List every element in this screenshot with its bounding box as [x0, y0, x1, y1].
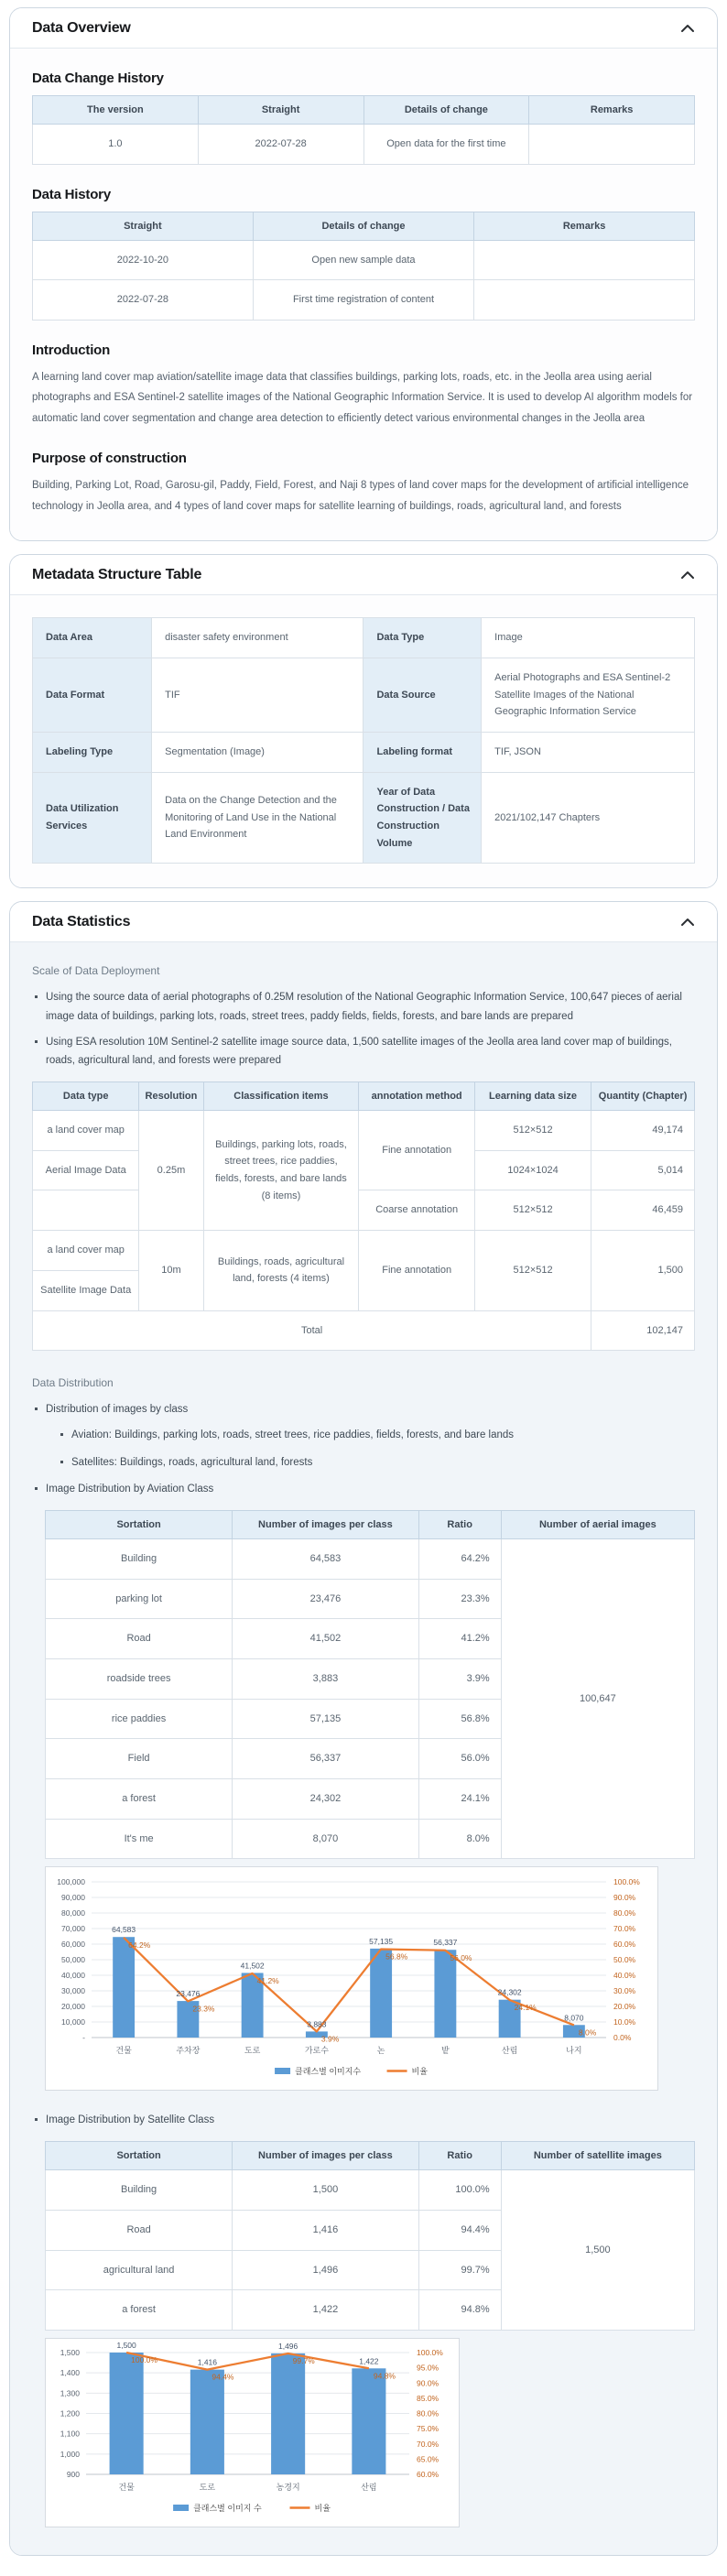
metadata-body	[10, 595, 717, 887]
column-header: Data type	[33, 1082, 139, 1111]
table-header-row	[33, 1082, 695, 1111]
svg-text:70.0%: 70.0%	[613, 1924, 636, 1934]
cell-ratio: 99.7%	[418, 2250, 501, 2290]
cell-class: rice paddies	[46, 1699, 233, 1739]
chevron-up-icon[interactable]	[680, 24, 695, 33]
chevron-up-icon[interactable]	[680, 918, 695, 927]
cell-ratio: 56.8%	[418, 1699, 501, 1739]
meta-label: Data Area	[33, 618, 152, 658]
column-header: Ratio	[418, 2142, 501, 2170]
svg-text:65.0%: 65.0%	[417, 2454, 439, 2464]
meta-value: TIF, JSON	[482, 732, 695, 772]
column-header: Resolution	[139, 1082, 203, 1111]
column-header: Number of images per class	[233, 2142, 418, 2170]
list-item	[32, 1400, 695, 1472]
aviation-chart-box	[45, 1866, 658, 2091]
svg-text:80.0%: 80.0%	[613, 1908, 636, 1918]
svg-text:1,500: 1,500	[60, 2347, 80, 2357]
cell-date: 2022-10-20	[33, 240, 254, 280]
svg-text:10.0%: 10.0%	[613, 2017, 636, 2027]
svg-text:비율: 비율	[411, 2067, 428, 2077]
svg-text:41.2%: 41.2%	[256, 1976, 279, 1986]
svg-text:80.0%: 80.0%	[417, 2408, 439, 2418]
svg-text:94.4%: 94.4%	[212, 2372, 234, 2382]
satellite-bullet-list	[32, 2111, 695, 2130]
cell-ratio: 100.0%	[418, 2170, 501, 2211]
svg-text:94.8%: 94.8%	[373, 2371, 396, 2381]
meta-value: TIF	[152, 658, 364, 732]
svg-text:3.9%: 3.9%	[320, 2034, 340, 2044]
svg-text:50,000: 50,000	[61, 1955, 85, 1965]
cell-ratio: 3.9%	[418, 1659, 501, 1700]
distribution-heading: Data Distribution	[32, 1376, 114, 1390]
cell-ratio: 94.4%	[418, 2210, 501, 2250]
svg-text:99.7%: 99.7%	[292, 2355, 315, 2365]
list-item-label: Distribution of images by class	[46, 1404, 189, 1416]
svg-text:56.0%: 56.0%	[450, 1953, 472, 1963]
cell-annotation: Fine annotation	[359, 1111, 475, 1190]
svg-text:밭: 밭	[441, 2046, 450, 2056]
svg-text:40,000: 40,000	[61, 1971, 85, 1981]
chevron-up-icon[interactable]	[680, 571, 695, 580]
table-header-row	[33, 212, 695, 240]
svg-text:90,000: 90,000	[61, 1893, 85, 1903]
cell-resolution: 10m	[139, 1231, 203, 1310]
cell-ratio: 24.1%	[418, 1779, 501, 1820]
svg-text:100.0%: 100.0%	[131, 2354, 157, 2364]
column-header: Straight	[33, 212, 254, 240]
meta-label: Labeling Type	[33, 732, 152, 772]
cell-class: a forest	[46, 1779, 233, 1820]
column-header: Straight	[198, 96, 364, 125]
metadata-card	[9, 554, 718, 888]
cell-data-type: Satellite Image Data	[33, 1270, 139, 1310]
cell-date: 2022-07-28	[198, 125, 364, 165]
satellite-distribution-chart	[48, 2341, 457, 2520]
cell-quantity: 5,014	[591, 1150, 695, 1190]
meta-label: Data Type	[364, 618, 482, 658]
cell-total-label: Total	[33, 1310, 591, 1351]
scale-heading: Scale of Data Deployment	[32, 964, 160, 978]
svg-text:24.1%: 24.1%	[514, 2003, 537, 2013]
svg-text:64,583: 64,583	[112, 1925, 136, 1935]
cell-details: Open data for the first time	[364, 125, 529, 165]
cell-quantity: 49,174	[591, 1111, 695, 1151]
cell-total-quantity: 102,147	[591, 1310, 695, 1351]
svg-text:나지: 나지	[566, 2046, 582, 2056]
table-total-row	[33, 1310, 695, 1351]
satellite-distribution-table	[45, 2141, 695, 2331]
cell-ratio: 56.0%	[418, 1739, 501, 1779]
svg-text:75.0%: 75.0%	[417, 2424, 439, 2434]
cell-class: Field	[46, 1739, 233, 1779]
meta-label: Year of Data Construction / Data Construction Volume	[364, 772, 482, 864]
svg-text:1,200: 1,200	[60, 2408, 80, 2418]
purpose-text: Building, Parking Lot, Road, Garosu-gil, Paddy, Field, Forest, and Naji 8 types of land cover maps for the development of artificial intelligence technology in Jeolla area, and 4 types of land cover maps for satellite learning of buildings, roads, agricultural land, and forests	[32, 480, 689, 512]
cell-classification: Buildings, parking lots, roads, street trees, rice paddies, fields, forests, and bare lands (8 items)	[203, 1111, 359, 1231]
svg-text:농경지: 농경지	[276, 2482, 300, 2492]
cell-size: 512×512	[474, 1111, 591, 1151]
cell-data-type	[33, 1190, 139, 1231]
table-row	[33, 772, 695, 864]
distribution-bullet-list	[32, 1400, 695, 1499]
svg-text:100.0%: 100.0%	[613, 1877, 640, 1887]
cell-data-type: a land cover map	[33, 1231, 139, 1271]
svg-text:0.0%: 0.0%	[613, 2033, 632, 2043]
column-header: Number of images per class	[233, 1510, 418, 1538]
cell-class: parking lot	[46, 1579, 233, 1619]
svg-text:1,100: 1,100	[60, 2429, 80, 2439]
data-statistics-card	[9, 901, 718, 2556]
introduction-heading: Introduction	[32, 342, 111, 359]
cell-size: 512×512	[474, 1231, 591, 1310]
cell-ratio: 64.2%	[418, 1538, 501, 1579]
svg-text:95.0%: 95.0%	[417, 2363, 439, 2373]
svg-text:1,496: 1,496	[277, 2341, 298, 2351]
meta-value: Segmentation (Image)	[152, 732, 364, 772]
svg-text:23,476: 23,476	[176, 1989, 201, 1999]
card-title: Data Statistics	[32, 914, 131, 930]
svg-text:논: 논	[376, 2046, 385, 2056]
cell-class: a forest	[46, 2290, 233, 2331]
table-row	[33, 618, 695, 658]
svg-text:비율: 비율	[314, 2503, 331, 2513]
satellite-chart-box	[45, 2338, 460, 2527]
cell-annotation: Fine annotation	[359, 1231, 475, 1310]
cell-data-type: Aerial Image Data	[33, 1150, 139, 1190]
svg-text:70.0%: 70.0%	[417, 2439, 439, 2449]
meta-value: Aerial Photographs and ESA Sentinel-2 Satellite Images of the National Geographic Information Service	[482, 658, 695, 732]
svg-text:30,000: 30,000	[61, 1986, 85, 1996]
cell-ratio: 41.2%	[418, 1619, 501, 1659]
svg-text:1,422: 1,422	[359, 2356, 379, 2366]
table-row	[33, 658, 695, 732]
list-item: Using ESA resolution 10M Sentinel-2 satellite image source data, 1,500 satellite images of the Jeolla area land cover map of buildings, roads, agricultural land, and forests were prepared	[32, 1033, 695, 1071]
card-title: Data Overview	[32, 20, 131, 36]
svg-text:30.0%: 30.0%	[613, 1986, 636, 1996]
cell-count: 41,502	[233, 1619, 418, 1659]
table-row	[33, 240, 695, 280]
metadata-header[interactable]	[10, 555, 717, 595]
cell-ratio: 23.3%	[418, 1579, 501, 1619]
cell-count: 23,476	[233, 1579, 418, 1619]
svg-text:24,302: 24,302	[497, 1988, 522, 1998]
change-history-heading: Data Change History	[32, 71, 164, 86]
cell-quantity: 1,500	[591, 1231, 695, 1310]
cell-classification: Buildings, roads, agricultural land, forests (4 items)	[203, 1231, 359, 1310]
data-overview-body	[10, 49, 717, 540]
column-header: Quantity (Chapter)	[591, 1082, 695, 1111]
table-row	[33, 732, 695, 772]
aviation-distribution-table	[45, 1510, 695, 1860]
svg-text:20.0%: 20.0%	[613, 2002, 636, 2012]
svg-text:주차장: 주차장	[176, 2046, 201, 2056]
scale-bullet-list	[32, 988, 695, 1071]
cell-count: 1,422	[233, 2290, 418, 2331]
svg-text:1,416: 1,416	[197, 2357, 218, 2367]
svg-text:10,000: 10,000	[61, 2017, 85, 2027]
meta-label: Data Utilization Services	[33, 772, 152, 864]
cell-total-images: 100,647	[501, 1538, 694, 1859]
svg-text:85.0%: 85.0%	[417, 2393, 439, 2403]
svg-text:100,000: 100,000	[57, 1877, 85, 1887]
svg-text:60.0%: 60.0%	[417, 2469, 439, 2479]
data-overview-card	[9, 7, 718, 541]
cell-quantity: 46,459	[591, 1190, 695, 1231]
list-item: Image Distribution by Satellite Class	[32, 2111, 695, 2130]
svg-text:100.0%: 100.0%	[417, 2347, 443, 2357]
cell-count: 1,416	[233, 2210, 418, 2250]
column-header: Remarks	[474, 212, 695, 240]
svg-text:도로: 도로	[244, 2046, 261, 2056]
svg-text:건물: 건물	[118, 2482, 135, 2492]
svg-text:64.2%: 64.2%	[128, 1940, 151, 1951]
sub-bullet-list	[58, 1426, 695, 1472]
cell-count: 57,135	[233, 1699, 418, 1739]
column-header: The version	[33, 96, 199, 125]
data-overview-header[interactable]	[10, 8, 717, 49]
svg-text:56,337: 56,337	[433, 1938, 458, 1948]
svg-text:60.0%: 60.0%	[613, 1940, 636, 1950]
column-header: Details of change	[364, 96, 529, 125]
column-header: Number of satellite images	[501, 2142, 694, 2170]
cell-class: Road	[46, 1619, 233, 1659]
svg-text:80,000: 80,000	[61, 1908, 85, 1918]
svg-text:산림: 산림	[501, 2046, 518, 2056]
cell-details: Open new sample data	[253, 240, 473, 280]
table-row	[33, 1231, 695, 1271]
svg-text:23.3%: 23.3%	[192, 2004, 215, 2014]
column-header: annotation method	[359, 1082, 475, 1111]
cell-class: agricultural land	[46, 2250, 233, 2290]
data-statistics-body	[10, 942, 717, 2555]
svg-text:56.8%: 56.8%	[385, 1951, 408, 1962]
cell-remarks	[529, 125, 695, 165]
svg-text:3,883: 3,883	[307, 2019, 327, 2029]
aviation-distribution-chart	[48, 1869, 656, 2083]
cell-ratio: 94.8%	[418, 2290, 501, 2331]
svg-text:90.0%: 90.0%	[417, 2378, 439, 2388]
meta-value: Image	[482, 618, 695, 658]
meta-value: Data on the Change Detection and the Monitoring of Land Use in the National Land Environment	[152, 772, 364, 864]
column-header: Number of aerial images	[501, 1510, 694, 1538]
svg-text:40.0%: 40.0%	[613, 1971, 636, 1981]
meta-value: disaster safety environment	[152, 618, 364, 658]
table-row	[33, 1111, 695, 1151]
cell-resolution: 0.25m	[139, 1111, 203, 1231]
metadata-table	[32, 617, 695, 864]
list-item: Aviation: Buildings, parking lots, roads, street trees, rice paddies, fields, forests, and bare lands	[58, 1426, 695, 1445]
cell-class: It's me	[46, 1819, 233, 1859]
cell-count: 1,496	[233, 2250, 418, 2290]
cell-date: 2022-07-28	[33, 280, 254, 321]
meta-label: Labeling format	[364, 732, 482, 772]
cell-class: Building	[46, 2170, 233, 2211]
svg-text:1,300: 1,300	[60, 2388, 80, 2398]
card-title: Metadata Structure Table	[32, 567, 202, 583]
svg-text:20,000: 20,000	[61, 2002, 85, 2012]
meta-label: Data Format	[33, 658, 152, 732]
table-row	[33, 1190, 695, 1231]
table-row	[46, 2170, 695, 2211]
list-item: Satellites: Buildings, roads, agricultural land, forests	[58, 1453, 695, 1473]
svg-text:1,400: 1,400	[60, 2368, 80, 2378]
table-header-row	[46, 1510, 695, 1538]
cell-remarks	[474, 280, 695, 321]
cell-class: roadside trees	[46, 1659, 233, 1700]
svg-text:산림: 산림	[361, 2482, 377, 2492]
cell-class: Road	[46, 2210, 233, 2250]
column-header: Ratio	[418, 1510, 501, 1538]
cell-count: 1,500	[233, 2170, 418, 2211]
list-item: Image Distribution by Aviation Class	[32, 1480, 695, 1499]
cell-version: 1.0	[33, 125, 199, 165]
svg-text:50.0%: 50.0%	[613, 1955, 636, 1965]
svg-text:1,500: 1,500	[116, 2340, 136, 2350]
svg-text:도로: 도로	[199, 2482, 216, 2492]
svg-text:8,070: 8,070	[564, 2013, 584, 2023]
column-header: Details of change	[253, 212, 473, 240]
cell-details: First time registration of content	[253, 280, 473, 321]
data-history-heading: Data History	[32, 186, 111, 202]
cell-ratio: 8.0%	[418, 1819, 501, 1859]
list-item: Using the source data of aerial photographs of 0.25M resolution of the National Geographic Information Service, 100,647 pieces of aerial image data of buildings, parking lots, roads, street trees, paddy fields, fields, forests, and bare lands are prepared	[32, 988, 695, 1026]
column-header: Remarks	[529, 96, 695, 125]
meta-value: 2021/102,147 Chapters	[482, 772, 695, 864]
meta-label: Data Source	[364, 658, 482, 732]
cell-total-images: 1,500	[501, 2170, 694, 2331]
cell-remarks	[474, 240, 695, 280]
cell-count: 64,583	[233, 1538, 418, 1579]
svg-text:클래스별 이미지수: 클래스별 이미지수	[295, 2067, 362, 2077]
cell-size: 1024×1024	[474, 1150, 591, 1190]
table-row	[33, 280, 695, 321]
svg-text:가로수: 가로수	[304, 2046, 329, 2056]
scale-table	[32, 1081, 695, 1351]
table-header-row	[33, 96, 695, 125]
data-statistics-header[interactable]	[10, 902, 717, 942]
svg-text:900: 900	[66, 2469, 80, 2479]
svg-text:57,135: 57,135	[369, 1937, 394, 1947]
svg-text:클래스별 이미지 수: 클래스별 이미지 수	[193, 2503, 262, 2513]
table-row	[33, 125, 695, 165]
table-row	[46, 1538, 695, 1579]
svg-text:8.0%: 8.0%	[578, 2027, 597, 2038]
cell-size: 512×512	[474, 1190, 591, 1231]
svg-text:41,502: 41,502	[240, 1961, 265, 1971]
svg-text:70,000: 70,000	[61, 1924, 85, 1934]
cell-count: 3,883	[233, 1659, 418, 1700]
data-history-table	[32, 212, 695, 321]
column-header: Learning data size	[474, 1082, 591, 1111]
introduction-text: A learning land cover map aviation/satellite image data that classifies buildings, parking lots, roads, etc. in the Jeolla area using aerial photographs and ESA Sentinel-2 satellite images of the National Geographic Information Service. It is used to develop AI algorithm models for automatic land cover segmentation and change area detection to efficiently detect various environmental changes in the Jeolla area	[32, 372, 693, 424]
svg-text:90.0%: 90.0%	[613, 1893, 636, 1903]
cell-count: 24,302	[233, 1779, 418, 1820]
column-header: Classification items	[203, 1082, 359, 1111]
cell-annotation: Coarse annotation	[359, 1190, 475, 1231]
svg-text:60,000: 60,000	[61, 1940, 85, 1950]
svg-text:1,000: 1,000	[60, 2449, 80, 2459]
column-header: Sortation	[46, 2142, 233, 2170]
cell-count: 56,337	[233, 1739, 418, 1779]
cell-data-type: a land cover map	[33, 1111, 139, 1151]
cell-class: Building	[46, 1538, 233, 1579]
purpose-heading: Purpose of construction	[32, 451, 187, 467]
column-header: Sortation	[46, 1510, 233, 1538]
svg-text:-: -	[82, 2033, 85, 2043]
cell-count: 8,070	[233, 1819, 418, 1859]
table-header-row	[46, 2142, 695, 2170]
change-history-table	[32, 95, 695, 165]
svg-text:건물: 건물	[115, 2046, 132, 2056]
